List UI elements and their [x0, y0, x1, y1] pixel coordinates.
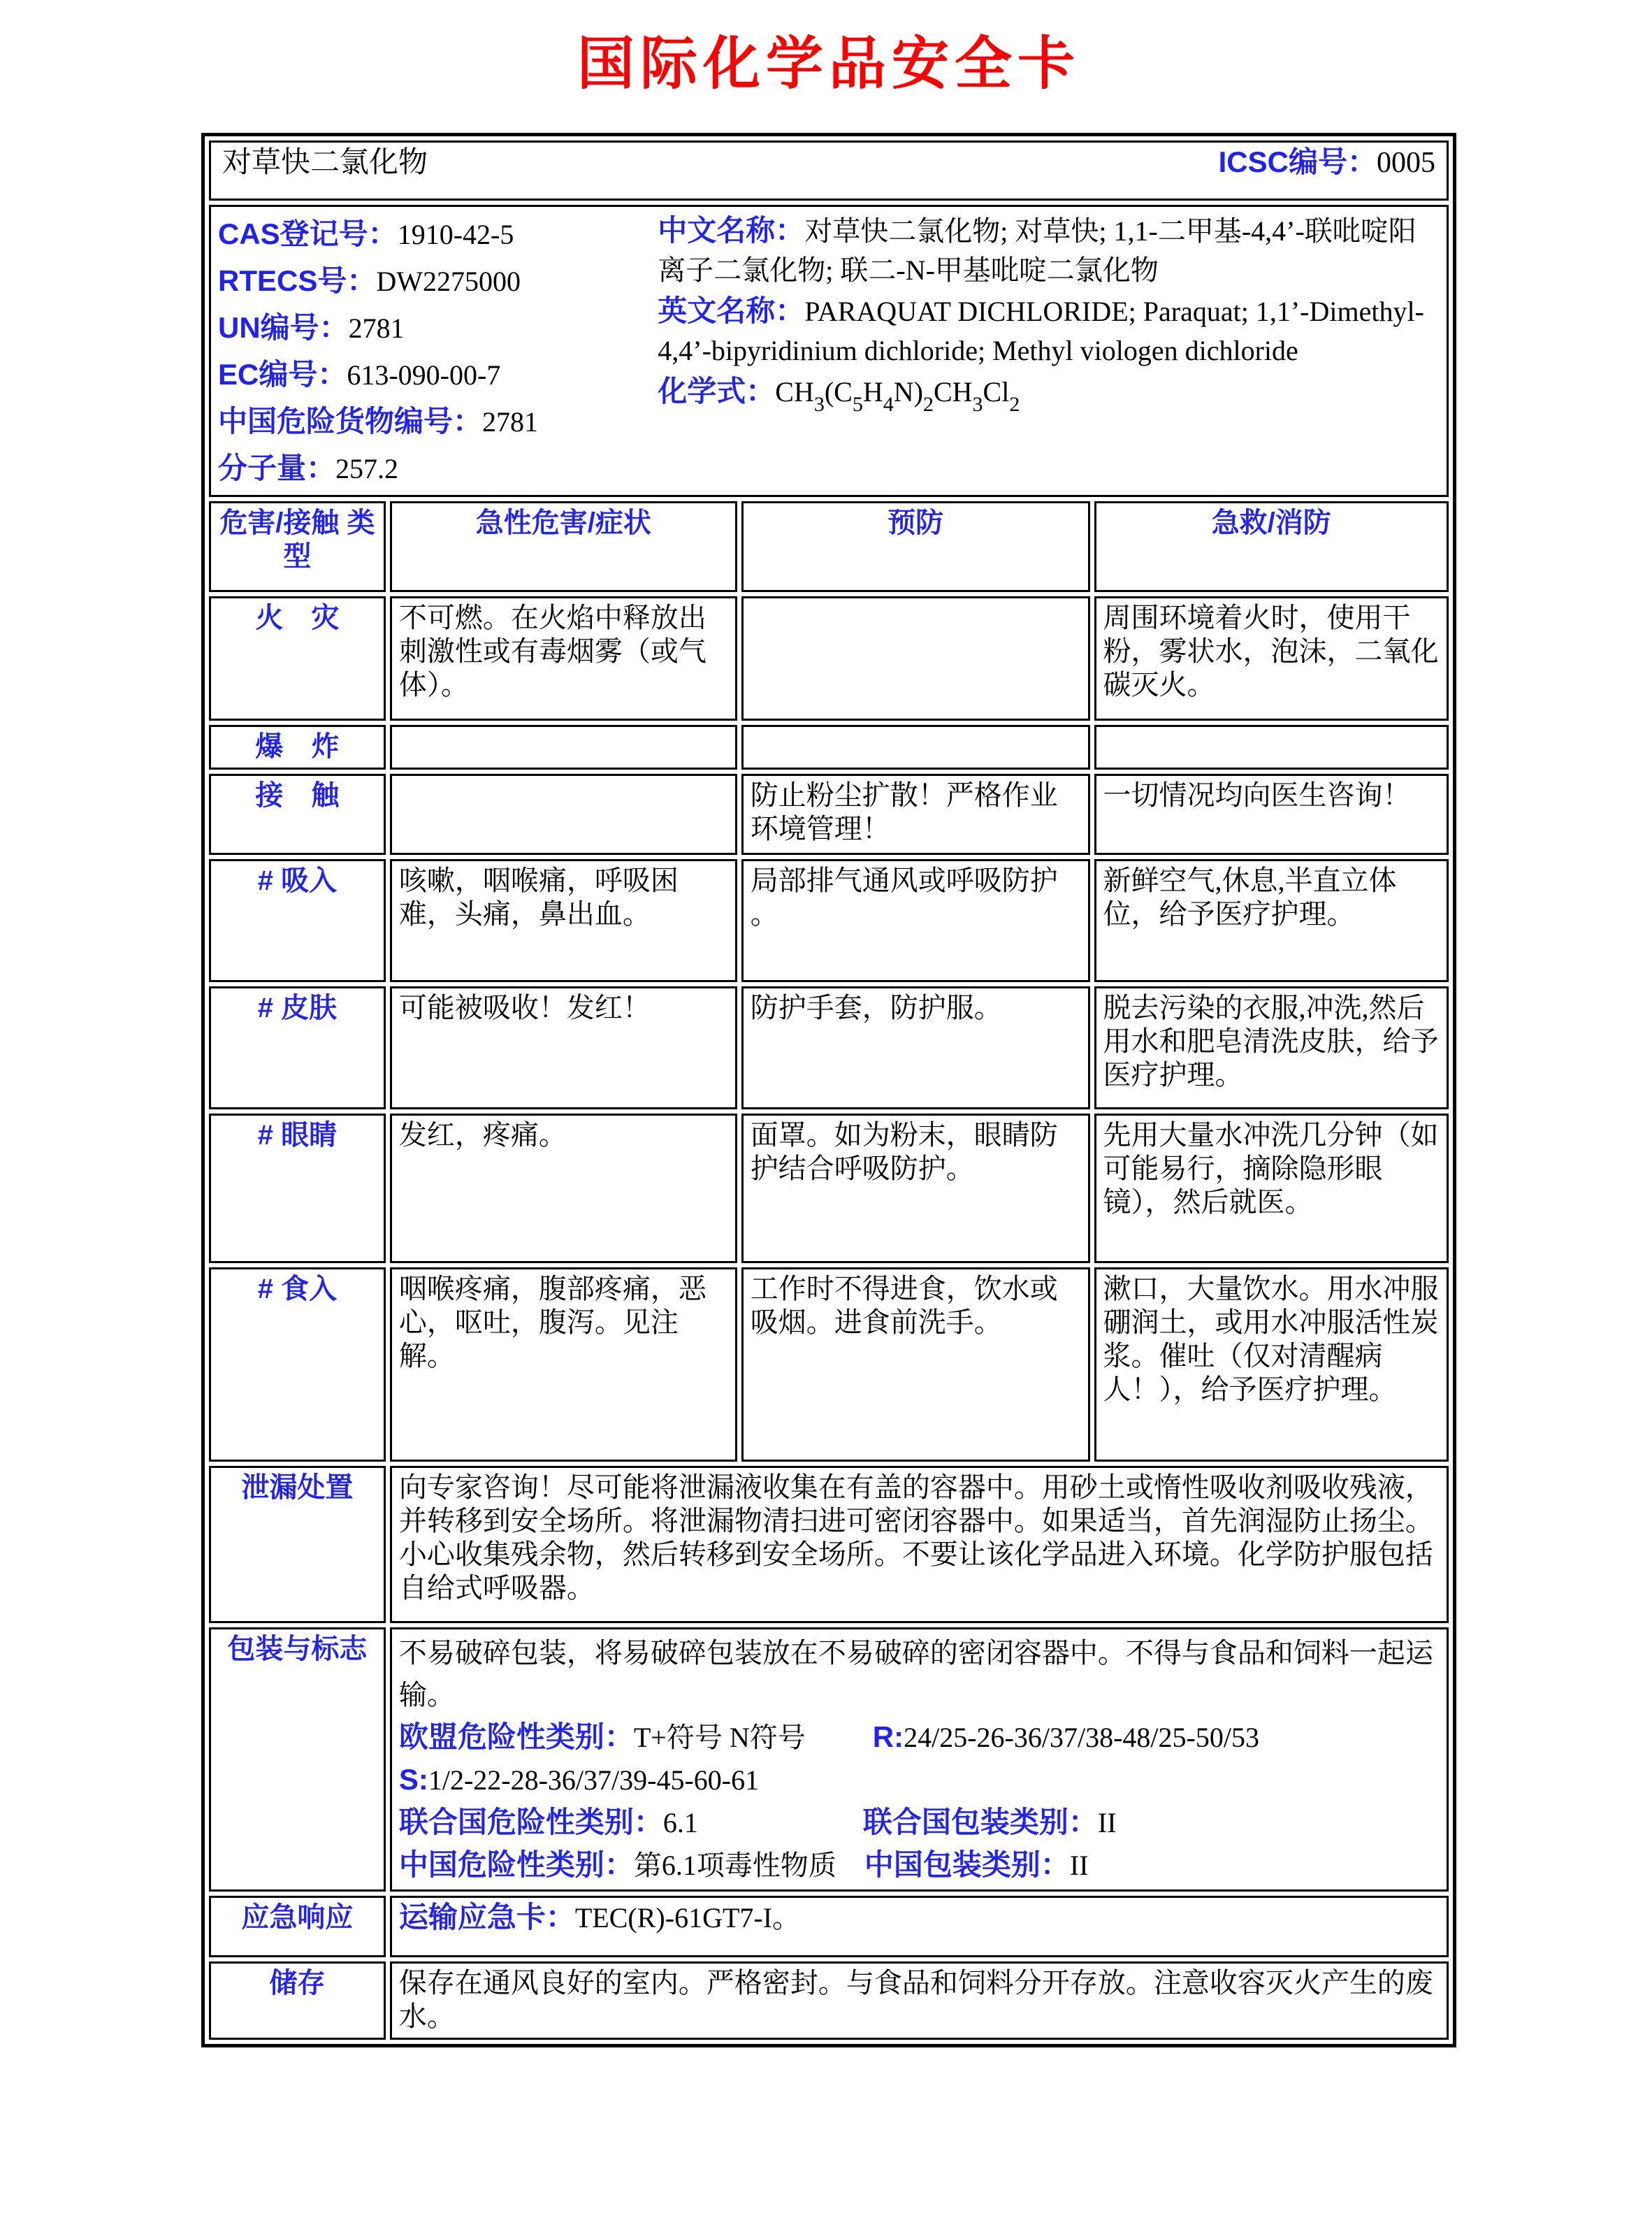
hazard-row-explosion: [209, 725, 1449, 770]
first-aid-cell: 周围环境着火时，使用干粉，雾状水，泡沫，二氧化碳灭火。: [1094, 596, 1449, 721]
spill-disposal-label: 泄漏处置: [209, 1466, 386, 1623]
emergency-response-row: [209, 1896, 1449, 1957]
page-title: 国际化学品安全卡: [577, 32, 1080, 96]
identification-numbers: [218, 210, 658, 492]
un-number-label: UN编号：: [218, 311, 349, 344]
icsc-table: [201, 133, 1456, 2047]
storage-label: 储存: [209, 1961, 386, 2040]
hazard-type-cell: # 食入: [209, 1267, 386, 1462]
symptoms-cell: 不可燃。在火焰中释放出刺激性或有毒烟雾（或气体）。: [390, 596, 737, 721]
chemical-formula-value: $CH_3(C_5H_4N)_2CH_3Cl_2$: [775, 376, 1020, 416]
hazard-row-skin: [209, 986, 1449, 1109]
ec-number-value: 613-090-00-7: [347, 359, 501, 391]
packaging-label: 包装与标志: [209, 1627, 386, 1892]
hazard-type-cell: # 眼睛: [209, 1114, 386, 1263]
header-hazard-type: 危害/接触 类型: [209, 501, 386, 592]
china-dangerous-goods-number: [218, 398, 658, 445]
prevention-cell: 工作时不得进食，饮水或吸烟。进食前洗手。: [741, 1267, 1090, 1462]
eu-hazard-class-label: 欧盟危险性类别：: [398, 1720, 634, 1753]
hazard-type-cell: 爆 炸: [209, 725, 386, 770]
molecular-weight-value: 257.2: [335, 453, 399, 484]
s-phrases-value: 1/2-22-28-36/37/39-45-60-61: [428, 1764, 760, 1796]
header-first-aid: 急救/消防: [1094, 501, 1449, 592]
packaging-cn-line: [399, 1844, 1440, 1887]
cas-number: [218, 211, 658, 258]
ec-number-label: EC编号：: [218, 358, 347, 391]
chinese-name-value: 对草快二氯化物; 对草快; 1,1-二甲基-4,4’-联吡啶阳离子二氯化物; 联二-N-甲基吡啶二氯化物: [658, 215, 1416, 286]
hazard-type-cell: 火 灾: [209, 596, 386, 721]
s-phrases-label: S:: [398, 1763, 428, 1796]
un-packing-group-value: II: [1097, 1807, 1117, 1838]
emergency-response-label: 应急响应: [209, 1896, 386, 1957]
english-name-value: PARAQUAT DICHLORIDE; Paraquat; 1,1’-Dimethyl-4,4’-bipyridinium dichloride; Methyl viologen dichloride: [658, 296, 1424, 366]
molecular-weight-label: 分子量：: [218, 452, 336, 484]
prevention-cell: [741, 725, 1090, 770]
prevention-cell: 面罩。如为粉末，眼睛防护结合呼吸防护。: [741, 1114, 1090, 1263]
eu-hazard-class-value: T+符号 N符号: [633, 1722, 806, 1753]
header-acute-symptoms: 急性危害/症状: [390, 501, 737, 592]
identification-cell: [209, 205, 1449, 497]
storage-row: [209, 1961, 1449, 2040]
packaging-row: [209, 1627, 1449, 1892]
transport-emergency-card-value: TEC(R)-61GT7-I。: [574, 1902, 801, 1934]
first-aid-cell: 一切情况均向医生咨询！: [1094, 774, 1449, 855]
icsc-number: [1219, 145, 1435, 180]
un-number-value: 2781: [348, 312, 405, 344]
rtecs-number: [218, 258, 658, 305]
chinese-name-label: 中文名称：: [658, 214, 805, 247]
hazard-row-inhalation: [209, 859, 1449, 982]
hazard-row-eyes: [209, 1114, 1449, 1263]
cn-hazard-class-label: 中国危险性类别：: [398, 1848, 634, 1881]
packaging-content: [390, 1627, 1449, 1892]
cas-number-label: CAS登记号：: [218, 217, 398, 250]
un-number: [218, 305, 658, 352]
r-phrases-label: R:: [872, 1720, 904, 1753]
first-aid-cell: 新鲜空气,休息,半直立体位，给予医疗护理。: [1094, 859, 1449, 982]
chinese-name: [658, 211, 1440, 290]
un-hazard-class-label: 联合国危险性类别：: [398, 1806, 663, 1838]
packaging-s-line: [399, 1759, 1440, 1801]
packaging-eu-line: [399, 1716, 1440, 1759]
hazard-row-fire: [209, 596, 1449, 721]
symptoms-cell: 可能被吸收！发红！: [390, 986, 737, 1109]
hazard-row-ingestion: [209, 1267, 1449, 1462]
hazard-type-cell: # 吸入: [209, 859, 386, 982]
name-cell: [209, 141, 1449, 201]
symptoms-cell: 咳嗽，咽喉痛，呼吸困难，头痛，鼻出血。: [390, 859, 737, 982]
english-name: [658, 291, 1440, 370]
prevention-cell: 局部排气通风或呼吸防护 。: [741, 859, 1090, 982]
chemical-formula: [658, 372, 1440, 416]
prevention-cell: 防护手套，防护服。: [741, 986, 1090, 1109]
ec-number: [218, 352, 658, 398]
chemical-formula-label: 化学式：: [658, 375, 776, 408]
english-name-label: 英文名称：: [658, 294, 805, 327]
cn-packing-group-label: 中国包装类别：: [864, 1848, 1070, 1881]
rtecs-number-label: RTECS号：: [218, 264, 377, 297]
identification-row: [209, 205, 1449, 497]
hazard-row-contact: [209, 774, 1449, 855]
first-aid-cell: 脱去污染的衣服,冲洗,然后用水和肥皂清洗皮肤，给予医疗护理。: [1094, 986, 1449, 1109]
cn-hazard-class-value: 第6.1项毒性物质: [633, 1850, 836, 1881]
hazard-type-cell: 接 触: [209, 774, 386, 855]
identification-names: [658, 210, 1440, 492]
molecular-weight: [218, 445, 658, 492]
cas-number-value: 1910-42-5: [397, 219, 514, 250]
emergency-response-content: [390, 1896, 1449, 1957]
name-row: [209, 141, 1449, 201]
symptoms-cell: 发红，疼痛。: [390, 1114, 737, 1263]
first-aid-cell: 先用大量水冲洗几分钟（如可能易行，摘除隐形眼镜），然后就医。: [1094, 1114, 1449, 1263]
icsc-number-value: 0005: [1377, 147, 1435, 179]
china-dangerous-goods-number-value: 2781: [482, 406, 539, 438]
icsc-card: [201, 133, 1456, 2047]
cn-packing-group-value: II: [1069, 1850, 1089, 1881]
symptoms-cell: [390, 725, 737, 770]
r-phrases-value: 24/25-26-36/37/38-48/25-50/53: [904, 1722, 1259, 1753]
hazard-header-row: [209, 501, 1449, 592]
spill-disposal-row: [209, 1466, 1449, 1623]
prevention-cell: 防止粉尘扩散！严格作业环境管理！: [741, 774, 1090, 855]
china-dangerous-goods-number-label: 中国危险货物编号：: [218, 405, 483, 438]
hazard-type-cell: # 皮肤: [209, 986, 386, 1109]
packaging-intro: 不易破碎包装，将易破碎包装放在不易破碎的密闭容器中。不得与食品和饲料一起运输。: [398, 1637, 1433, 1711]
chemical-name: 对草快二氯化物: [222, 146, 428, 179]
un-packing-group-label: 联合国包装类别：: [862, 1806, 1098, 1838]
prevention-cell: [741, 596, 1090, 721]
first-aid-cell: 漱口，大量饮水。用水冲服硼润土，或用水冲服活性炭浆。催吐（仅对清醒病人！），给予医疗护理。: [1094, 1267, 1449, 1462]
storage-text: 保存在通风良好的室内。严格密封。与食品和饲料分开存放。注意收容灭火产生的废水。: [390, 1961, 1449, 2040]
rtecs-number-value: DW2275000: [376, 266, 521, 297]
packaging-un-line: [399, 1801, 1440, 1844]
first-aid-cell: [1094, 725, 1449, 770]
un-hazard-class-value: 6.1: [662, 1807, 698, 1838]
transport-emergency-card-label: 运输应急卡：: [398, 1901, 575, 1934]
symptoms-cell: [390, 774, 737, 855]
header-prevention: 预防: [741, 501, 1090, 592]
icsc-number-label: ICSC编号：: [1218, 145, 1377, 178]
spill-disposal-text: 向专家咨询！尽可能将泄漏液收集在有盖的容器中。用砂土或惰性吸收剂吸收残液，并转移到安全场所。将泄漏物清扫进可密闭容器中。如果适当，首先润湿防止扬尘。小心收集残余物，然后转移到安全场所。不要让该化学品进入环境。化学防护服包括自给式呼吸器。: [390, 1466, 1449, 1623]
symptoms-cell: 咽喉疼痛，腹部疼痛，恶心，呕吐，腹泻。见注解。: [390, 1267, 737, 1462]
